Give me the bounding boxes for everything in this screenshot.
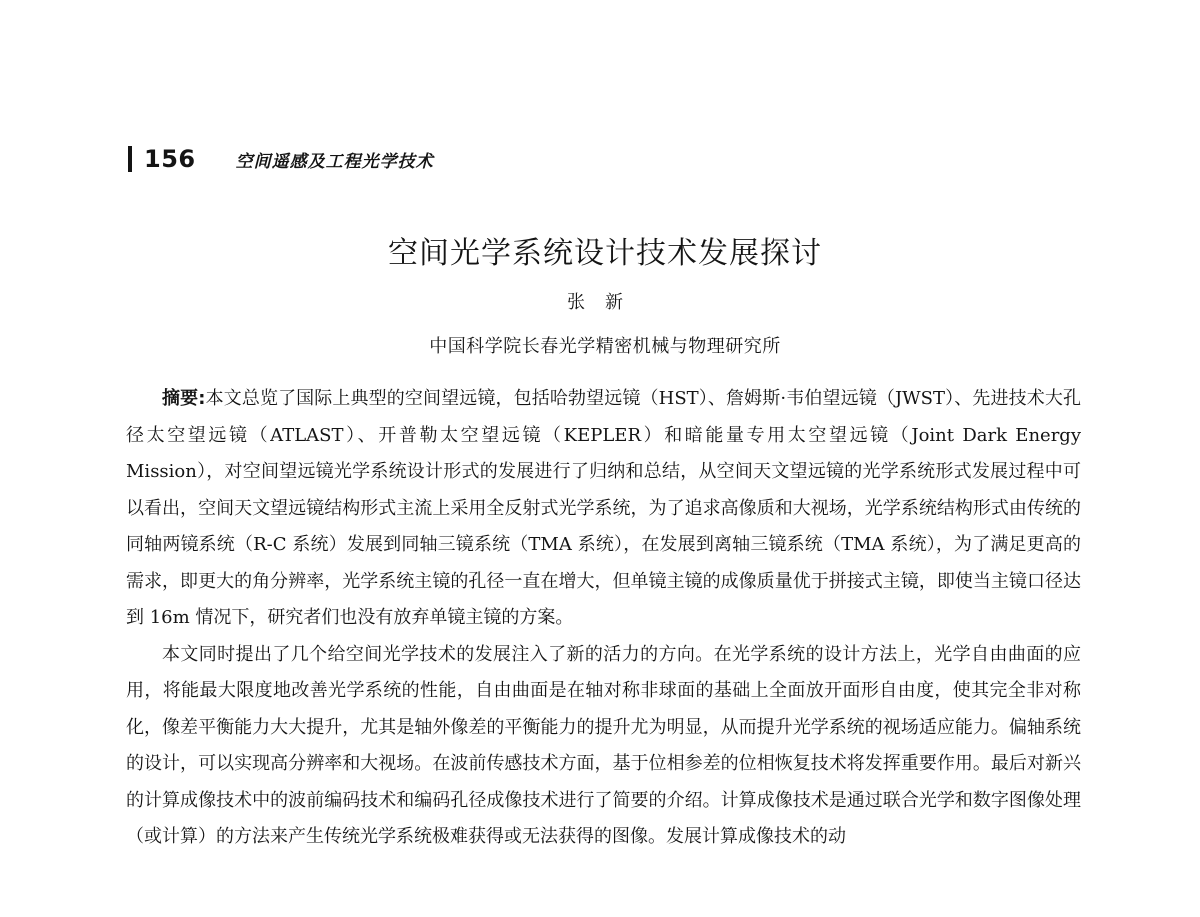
book-title: 空间遥感及工程光学技术 [235, 151, 434, 172]
running-head [128, 142, 434, 176]
abstract-text-2: 本文同时提出了几个给空间光学技术的发展注入了新的活力的方向。在光学系统的设计方法上，光学自由曲面的应用，将能最大限度地改善光学系统的性能，自由曲面是在轴对称非球面的基础上全面放开面形自由度，使其完全非对称化，像差平衡能力大大提升，尤其是轴外像差的平衡能力的提升尤为明显，从而提升光学系统的视场适应能力。偏轴系统的设计，可以实现高分辨率和大视场。在波前传感技术方面，基于位相参差的位相恢复技术将发挥重要作用。最后对新兴的计算成像技术中的波前编码技术和编码孔径成像技术进行了简要的介绍。计算成像技术是通过联合光学和数字图像处理（或计算）的方法来产生传统光学系统极难获得或无法获得的图像。发展计算成像技术的动 [126, 643, 1081, 847]
article-title: 空间光学系统设计技术发展探讨 [388, 236, 822, 271]
abstract-text-1: 本文总览了国际上典型的空间望远镜，包括哈勃望远镜（HST）、詹姆斯·韦伯望远镜（JWST）、先进技术大孔径太空望远镜（ATLAST）、开普勒太空望远镜（KEPLER）和暗能量专用太空望远镜（Joint Dark Energy Mission），对空间望远镜光学系统设计形式的发展进行了归纳和总结，从空间天文望远镜的光学系统形式发展过程中可以看出，空间天文望远镜结构形式主流上采用全反射式光学系统，为了追求高像质和大视场，光学系统结构形式由传统的同轴两镜系统（R-C 系统）发展到同轴三镜系统（TMA 系统），在发展到离轴三镜系统（TMA 系统），为了满足更高的需求，即更大的角分辨率，光学系统主镜的孔径一直在增大，但单镜主镜的成像质量优于拼接式主镜，即使当主镜口径达到 16m 情况下，研究者们也没有放弃单镜主镜的方案。 [126, 388, 1081, 628]
page-number: 156 [144, 145, 196, 173]
running-head-bar [128, 146, 132, 172]
abstract [126, 381, 1081, 856]
article-author: 张新 [567, 292, 643, 313]
abstract-label: 摘要: [162, 388, 206, 409]
abstract-paragraph-2 [126, 637, 1081, 856]
abstract-paragraph-1 [126, 381, 1081, 637]
article-affiliation: 中国科学院长春光学精密机械与物理研究所 [429, 336, 781, 357]
